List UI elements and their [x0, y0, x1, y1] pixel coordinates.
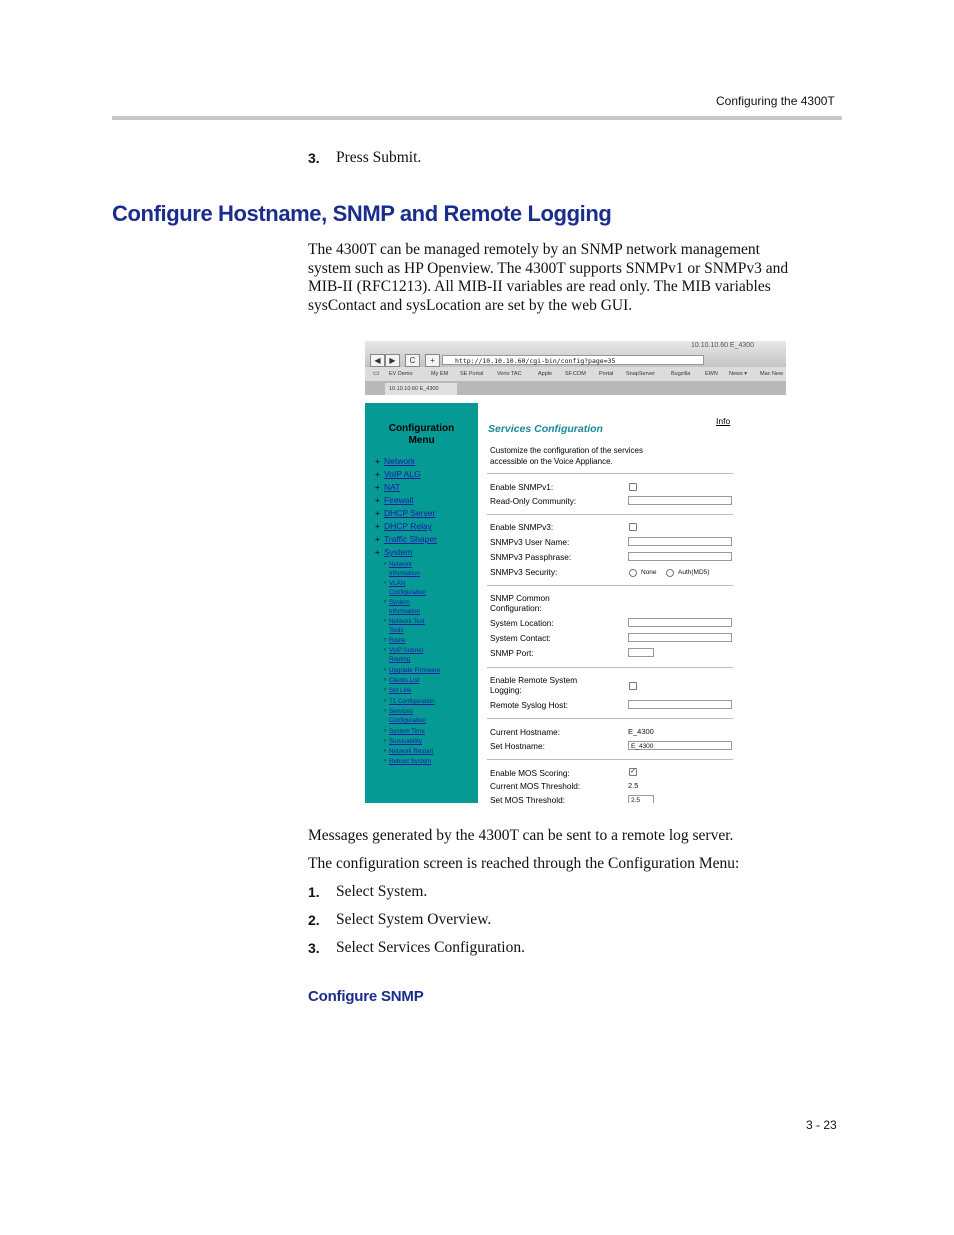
label-snmp-common [490, 593, 550, 613]
intro-line: sysContact and sysLocation are set by the web GUI. [308, 296, 633, 314]
submenu-network-test-tools[interactable]: › Network Test Tools [384, 618, 425, 635]
plus-icon: + [375, 534, 380, 544]
step-number: 3. [308, 150, 320, 166]
bookmark-item[interactable]: My EM [431, 371, 449, 377]
bookmark-item[interactable]: SE Portal [460, 371, 484, 377]
submenu-set-link[interactable]: › Set Link [384, 687, 412, 694]
forward-icon[interactable]: ▶ [385, 354, 400, 367]
bookmark-item[interactable]: Bugzilla [671, 371, 691, 377]
bookmarks-book-icon[interactable]: ▭ [373, 370, 380, 377]
submenu-network-information[interactable]: › Network Information [384, 561, 420, 578]
label-system-contact: System Contact: [490, 633, 551, 643]
menu-title-line: Menu [408, 435, 435, 446]
plus-icon: + [375, 495, 380, 505]
label-enable-snmpv3: Enable SNMPv3: [490, 522, 554, 532]
security-none-label: None [641, 569, 657, 576]
system-location-input[interactable] [628, 618, 732, 627]
current-hostname-value: E_4300 [628, 727, 654, 736]
read-only-community-input[interactable] [628, 496, 732, 505]
arrow-icon: › [384, 698, 386, 704]
security-auth-radio[interactable] [666, 569, 674, 577]
remote-logging-checkbox[interactable] [629, 682, 637, 690]
arrow-icon: › [384, 677, 386, 683]
submenu-reboot-system[interactable]: › Reboot System [384, 758, 432, 765]
submenu-system-time[interactable]: › System Time [384, 728, 425, 735]
bookmark-item[interactable]: EWN [705, 371, 718, 377]
snmp-port-input[interactable] [628, 648, 654, 657]
snmpv3-user-input[interactable] [628, 537, 732, 546]
arrow-icon: › [384, 599, 386, 605]
intro-line: system such as HP Openview. The 4300T supports SNMPv1 or SNMPv3 and [308, 259, 789, 277]
label-snmpv3-security: SNMPv3 Security: [490, 567, 558, 577]
info-link[interactable]: Info [716, 416, 731, 426]
bookmark-item[interactable]: EV Demo [389, 371, 413, 377]
bookmark-item[interactable]: Apple [538, 371, 553, 377]
section-title: Configure Hostname, SNMP and Remote Logging [112, 201, 612, 226]
divider [487, 667, 733, 668]
menu-item-nat[interactable]: + NAT [375, 482, 401, 492]
label-system-location: System Location: [490, 618, 554, 628]
intro-line: The 4300T can be managed remotely by an SNMP network management [308, 241, 760, 258]
menu-item-network[interactable]: + Network [375, 456, 416, 466]
submenu-route[interactable]: › Route [384, 637, 406, 644]
label-read-only-community: Read-Only Community: [490, 496, 577, 506]
arrow-icon: › [384, 580, 386, 586]
label-enable-mos: Enable MOS Scoring: [490, 768, 570, 778]
arrow-icon: › [384, 687, 386, 693]
back-icon[interactable]: ◀ [370, 354, 385, 367]
bookmark-item[interactable]: SnapServer [626, 371, 656, 377]
step-text: Select System. [336, 883, 428, 900]
arrow-icon: › [384, 728, 386, 734]
arrow-icon: › [384, 748, 386, 754]
bookmark-item[interactable]: SF.COM [565, 371, 586, 377]
menu-item-dhcp-server[interactable]: + DHCP Server [375, 508, 436, 518]
plus-icon: + [375, 469, 380, 479]
arrow-icon: › [384, 561, 386, 567]
submenu-voip-subnet-routing[interactable]: › VoIP Subnet Routing [384, 647, 424, 664]
enable-mos-checkbox[interactable]: ✓ [630, 768, 636, 775]
arrow-icon: › [384, 637, 386, 643]
label-current-mos: Current MOS Threshold: [490, 781, 581, 791]
intro-line: MIB-II (RFC1213). All MIB-II variables are read only. The MIB variables [308, 278, 771, 296]
security-none-radio[interactable] [629, 569, 637, 577]
label-set-mos: Set MOS Threshold: [490, 795, 566, 803]
submenu-system-information[interactable]: › System Information [384, 599, 420, 616]
label-snmpv3-pass: SNMPv3 Passphrase: [490, 552, 572, 562]
snmpv3-pass-input[interactable] [628, 552, 732, 561]
bookmark-item[interactable]: Mac New [760, 371, 783, 377]
subsection-title: Configure SNMP [308, 988, 424, 1005]
submenu-upgrade-firmware[interactable]: › Upgrade Firmware [384, 667, 441, 674]
after-text-line1: Messages generated by the 4300T can be sent to a remote log server. [308, 827, 734, 844]
plus-icon: + [375, 456, 380, 466]
browser-tab[interactable]: 10.10.10.60 E_4300 [385, 383, 457, 395]
plus-icon: + [375, 482, 380, 492]
step-1 [308, 883, 428, 902]
plus-icon: + [375, 521, 380, 531]
step-2 [308, 911, 492, 930]
services-config-title: Services Configuration [488, 423, 603, 435]
label-current-hostname: Current Hostname: [490, 727, 561, 737]
submenu-services-configuration[interactable]: › Services Configuration [384, 708, 426, 725]
description-line: Customize the configuration of the services [490, 446, 643, 455]
label-remote-syslog-host: Remote Syslog Host: [490, 700, 568, 710]
menu-title-line: Configuration [388, 423, 455, 434]
running-header: Configuring the 4300T [716, 94, 835, 108]
divider [487, 514, 733, 515]
after-text-line2: The configuration screen is reached through the Configuration Menu: [308, 855, 740, 872]
label-enable-snmpv1: Enable SNMPv1: [490, 482, 554, 492]
arrow-icon: › [384, 667, 386, 673]
step-text: Select System Overview. [336, 911, 492, 928]
label-line: SNMP Common [490, 593, 550, 603]
arrow-icon: › [384, 618, 386, 624]
system-contact-input[interactable] [628, 633, 732, 642]
submenu-survivability[interactable]: › Survivability [384, 738, 423, 745]
current-mos-value: 2.5 [628, 781, 639, 790]
menu-item-traffic-shaper[interactable]: + Traffic Shaper [375, 534, 437, 544]
bookmark-item[interactable]: Portal [599, 371, 614, 377]
submenu-t1-configuration[interactable]: › T1 Configuration [384, 698, 435, 705]
window-title: 10.10.10.60 E_4300 [691, 342, 755, 349]
submenu-vlan-configuration[interactable]: › VLAN Configuration [384, 580, 426, 597]
label-snmpv3-user: SNMPv3 User Name: [490, 537, 570, 547]
bookmark-item[interactable]: News ▾ [729, 371, 748, 377]
enable-snmpv3-checkbox[interactable] [629, 523, 637, 531]
set-hostname-input[interactable]: E_4300 [628, 741, 732, 750]
reload-icon[interactable]: C [405, 354, 420, 367]
label-line: Configuration: [490, 603, 542, 613]
enable-snmpv1-checkbox[interactable] [629, 483, 637, 491]
divider [487, 585, 733, 586]
security-auth-label: Auth(MD5) [678, 569, 710, 576]
divider [487, 718, 733, 719]
plus-icon: + [375, 547, 380, 557]
step-text: Select Services Configuration. [336, 939, 525, 956]
label-line: Logging: [490, 685, 522, 695]
submenu-clients-list[interactable]: › Clients List [384, 677, 420, 684]
arrow-icon: › [384, 758, 386, 764]
arrow-icon: › [384, 738, 386, 744]
url-bar[interactable]: http://10.10.10.60/cgi-bin/config?page=35 [442, 355, 704, 365]
divider [487, 759, 733, 760]
menu-item-voip-alg[interactable]: + VoIP ALG [375, 469, 421, 479]
page-number: 3 - 23 [806, 1118, 837, 1132]
step-number: 1. [308, 884, 320, 900]
step-3 [308, 939, 525, 958]
label-set-hostname: Set Hostname: [490, 741, 545, 751]
label-line: Enable Remote System [490, 675, 578, 685]
remote-syslog-host-input[interactable] [628, 700, 732, 709]
divider [487, 473, 733, 474]
submenu-network-restart[interactable]: › Network Restart [384, 748, 434, 755]
step-number: 3. [308, 940, 320, 956]
description-line: accessible on the Voice Appliance. [490, 457, 613, 466]
menu-item-dhcp-relay[interactable]: + DHCP Relay [375, 521, 432, 531]
label-remote-logging [490, 675, 577, 695]
services-config-description [490, 445, 643, 467]
arrow-icon: › [384, 708, 386, 714]
menu-item-firewall[interactable]: + Firewall [375, 495, 414, 505]
add-bookmark-icon[interactable]: + [425, 354, 440, 367]
arrow-icon: › [384, 647, 386, 653]
label-snmp-port: SNMP Port: [490, 648, 534, 658]
plus-icon: + [375, 508, 380, 518]
bookmark-item[interactable]: Verio TAC [497, 371, 522, 377]
step-number: 2. [308, 912, 320, 928]
menu-item-system[interactable]: + System [375, 547, 413, 557]
set-mos-input[interactable]: 2.5 [628, 795, 654, 803]
step-text: Press Submit. [336, 149, 422, 166]
